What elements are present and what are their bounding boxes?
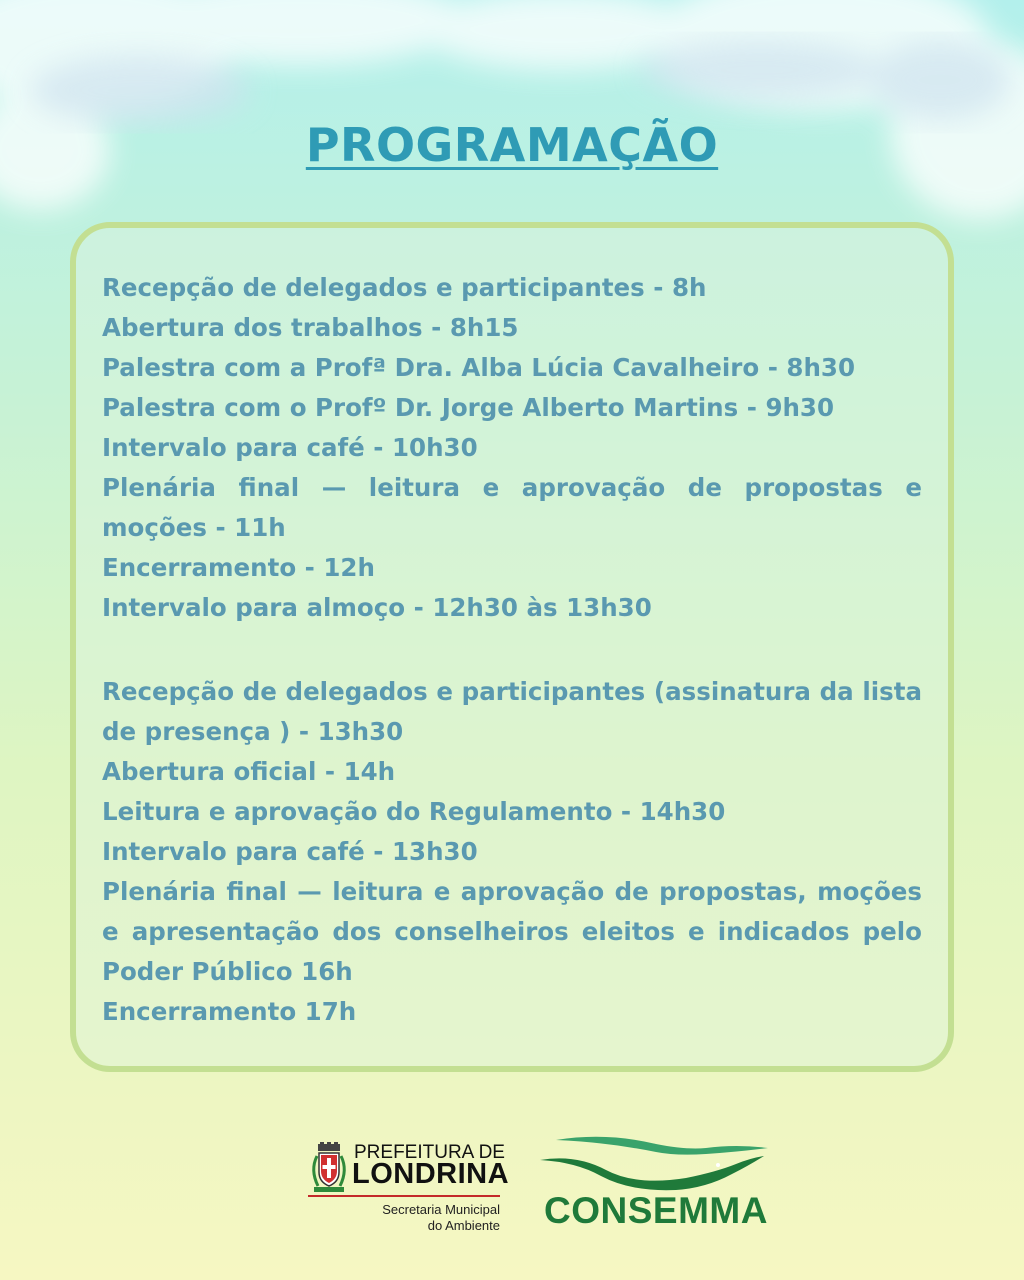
schedule-item: Palestra com a Profª Dra. Alba Lúcia Cavalheiro - 8h30 — [102, 353, 856, 382]
schedule-item: Palestra com o Profº Dr. Jorge Alberto Martins - 9h30 — [102, 393, 835, 422]
schedule-item: Intervalo para café - 13h30 — [102, 837, 478, 866]
schedule-item: Plenária final — leitura e aprovação de propostas e moções - 11h — [102, 473, 922, 542]
consemma-label: CONSEMMA — [544, 1190, 768, 1231]
consemma-bird-icon — [536, 1134, 776, 1194]
schedule-afternoon — [102, 672, 922, 1032]
footer-logos — [0, 1120, 1024, 1270]
schedule-item: Intervalo para café - 10h30 — [102, 433, 478, 462]
prefeitura-londrina-logo — [306, 1142, 510, 1252]
schedule-item: Encerramento 17h — [102, 997, 357, 1026]
schedule-item: Plenária final — leitura e aprovação de propostas, moções e apresentação dos conselheiros eleitos e indicados pelo Poder Público 16h — [102, 877, 922, 986]
schedule-item: Intervalo para almoço - 12h30 às 13h30 — [102, 593, 652, 622]
secretaria-label: Secretaria Municipal — [382, 1202, 500, 1217]
londrina-label: LONDRINA — [352, 1158, 510, 1190]
schedule-morning — [102, 268, 922, 628]
schedule-item: Abertura oficial - 14h — [102, 757, 396, 786]
schedule-item: Encerramento - 12h — [102, 553, 375, 582]
schedule-item: Leitura e aprovação do Regulamento - 14h30 — [102, 797, 726, 826]
page-title: PROGRAMAÇÃO — [305, 118, 719, 172]
logo-divider — [308, 1195, 500, 1197]
londrina-coat-of-arms-icon — [308, 1142, 350, 1194]
schedule-item: Recepção de delegados e participantes - 8h — [102, 273, 707, 302]
schedule-item: Recepção de delegados e participantes (assinatura da lista de presença ) - 13h30 — [102, 677, 922, 746]
secretaria-sublabel: do Ambiente — [427, 1218, 500, 1233]
prefeitura-label: PREFEITURA DE — [354, 1142, 505, 1163]
schedule-card — [70, 222, 954, 1072]
consemma-logo — [536, 1134, 786, 1254]
schedule-item: Abertura dos trabalhos - 8h15 — [102, 313, 519, 342]
